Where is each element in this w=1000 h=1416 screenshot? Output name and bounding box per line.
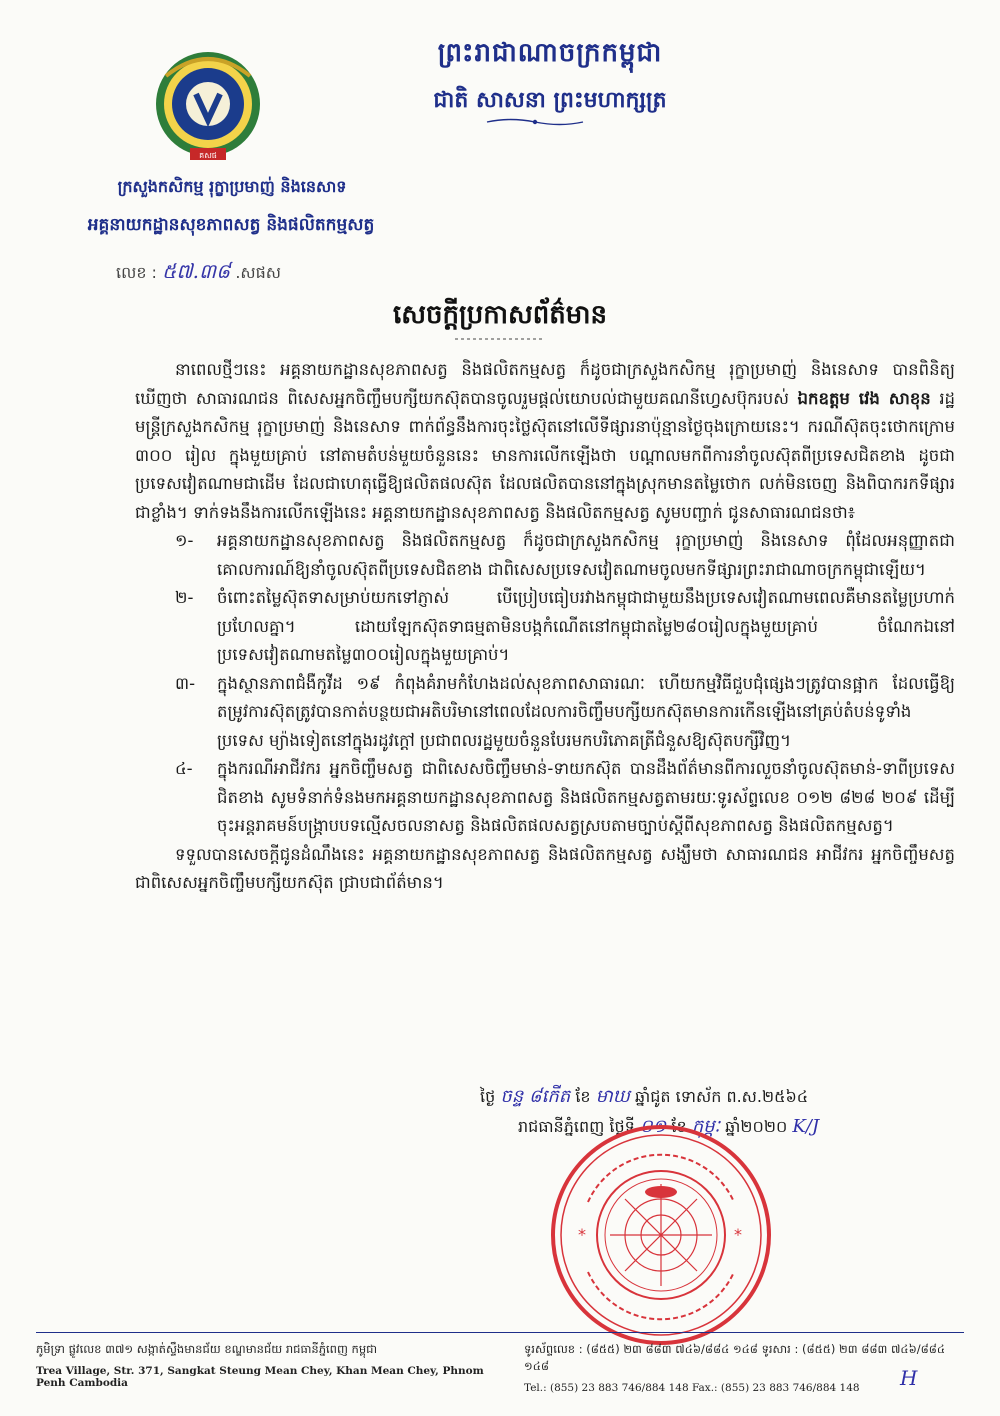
item-text: ក្នុងករណីអាជីវករ អ្នកចិញ្ចឹមសត្វ ជាពិសេសចិញ្ចឹមមាន់-ទាយកស៊ុត បានដឹងព័ត៌មានពីការលួចនាំចូលស៊ុតមាន់-ទាពីប្រទេសជិតខាង សូមទំនាក់ទំនងមកអគ្គនាយកដ្ឋានសុខភាពសត្វ និងផលិតកម្មសត្វតាមរយៈទូរស័ព្ទលេខ ០១២ ៨២៨ ២០៩ ដើម្បីចុះអន្តរាគមន៍បង្ក្រាបបទល្មើសចលនាសត្វ និងផលិតផលសត្វស្របតាមច្បាប់ស្ដីពីសុខភាពសត្វ និងផលិតកម្មសត្វ។ — [217, 759, 955, 835]
item-text: ក្នុងស្ថានភាពជំងឺកូវីដ ១៩ កំពុងគំរាមកំហែងដល់សុខភាពសាធារណៈ ហើយកម្មវិធីជួបជុំផ្សេងៗត្រូវបានផ្អាក ដែលធ្វើឱ្យតម្រូវការស៊ុតត្រូវបានកាត់បន្ថយជាអតិបរិមានៅពេលដែលការចិញ្ចឹមបក្សីយកស៊ុតមានការកើនឡើងនៅគ្រប់តំបន់ទូទាំងប្រទេស ម្យ៉ាងទៀតនៅក្នុងរដូវក្ដៅ ប្រជាពលរដ្ឋមួយចំនួនបែរមកបរិភោគត្រីជំនួសឱ្យស៊ុតបក្សីវិញ។ — [217, 673, 955, 750]
address-english: Trea Village, Str. 371, Sangkat Steung Mean Chey, Khan Mean Chey, Phnom Penh Cambodia — [36, 1365, 484, 1389]
item-number: ៤- — [175, 759, 193, 778]
intro-text-2: រដ្ឋមន្ត្រីក្រសួងកសិកម្ម រុក្ខាប្រមាញ់ និងនេសាទ ពាក់ព័ន្ធនឹងការចុះថ្លៃស៊ុតនៅលើទីផ្សារនាប៉ុន្មានថ្ងៃចុងក្រោយនេះ។ ករណីស៊ុតចុះថោកក្រោម ៣០០ រៀល ក្នុងមួយគ្រាប់ នៅតាមតំបន់មួយចំនួននេះ មានការលើកឡើងថា បណ្ដាលមកពីការនាំចូលស៊ុតពីប្រទេសជិតខាង ដូចជាប្រទេសវៀតណាមជាដើម ដែលជាហេតុធ្វើឱ្យផលិតផលស៊ុត ដែលផលិតបាននៅក្នុងស្រុកមានតម្លៃថោក លក់មិនចេញ និងពិបាករកទីផ្សារជាខ្លាំង។ ទាក់ទងនឹងការលើកឡើងនេះ អគ្គនាយកដ្ឋានសុខភាពសត្វ និងផលិតកម្មសត្វ សូមបញ្ជាក់ ជូនសាធារណជនថា៖ — [135, 388, 956, 522]
department-name: អគ្គនាយកដ្ឋានសុខភាពសត្វ និងផលិតកម្មសត្វ — [87, 215, 375, 235]
kingdom-name: ព្រះរាជាណាចក្រកម្ពុជា — [437, 38, 663, 68]
year: ឆ្នាំ២០២០ — [725, 1117, 788, 1136]
minister-name: ឯកឧត្តម វេង សាខុន — [797, 388, 931, 408]
footer-contact — [524, 1342, 964, 1394]
phone-english: Tel.: (855) 23 883 746/884 148 Fax.: (855) 23 883 746/884 148 — [524, 1382, 860, 1394]
svg-text:*: * — [734, 1225, 742, 1244]
footer-address — [36, 1342, 516, 1389]
closing-paragraph: ទទួលបានសេចក្ដីជូនដំណឹងនេះ អគ្គនាយកដ្ឋានសុខភាពសត្វ និងផលិតកម្មសត្វ សង្ឃឹមថា សាធារណជន អាជីវករ អ្នកចិញ្ចឹមសត្វ ជាពិសេសអ្នកចិញ្ចឹមបក្សីយកស៊ុត ជ្រាបជាព័ត៌មាន។ — [135, 844, 955, 892]
lunar-prefix: ថ្ងៃ — [480, 1087, 496, 1106]
list-item — [175, 584, 955, 670]
signature-initial: K/J — [792, 1116, 820, 1137]
intro-text-1: នាពេលថ្មីៗនេះ អគ្គនាយកដ្ឋានសុខភាពសត្វ និងផលិតកម្មសត្វ ក៏ដូចជាក្រសួងកសិកម្ម រុក្ខាប្រមាញ់ និងនេសាទ បានពិនិត្យឃើញថា សាធារណជន ពិសេសអ្នកចិញ្ចឹមបក្សីយកស៊ុតបានចូលរួមផ្ដល់យោបល់ជាមួយគណនីហ្វេសប៊ុករបស់ — [135, 360, 955, 408]
footer-divider — [36, 1332, 964, 1333]
svg-text:*: * — [578, 1225, 586, 1244]
list-item — [175, 527, 955, 584]
kingdom-heading — [330, 36, 770, 118]
announcement-body — [135, 356, 955, 898]
ref-label: លេខ : — [116, 263, 157, 282]
item-number: ១- — [175, 531, 194, 550]
ministry-logo — [152, 46, 264, 170]
official-seal — [548, 1122, 774, 1348]
phone-khmer: ទូរស័ព្ទលេខ : (៨៥៥) ២៣ ៨៨៣ ៧៤៦/៨៨៤ ១៤៨ ទូរសារ : (៨៥៥) ២៣ ៨៨៣ ៧៤៦/៨៨៤ ១៤៨ — [524, 1342, 946, 1373]
lunar-date — [480, 1082, 980, 1112]
place-prefix: រាជធានីភ្នំពេញ ថ្ងៃទី — [518, 1117, 635, 1136]
initials-mark: H — [900, 1366, 918, 1390]
lunar-day-handwritten: ចន្ទ ៨កើត — [500, 1086, 571, 1107]
ministry-name: ក្រសួងកសិកម្ម រុក្ខាប្រមាញ់ និងនេសាទ — [117, 177, 347, 196]
document-title: សេចក្ដីប្រកាសព័ត៌មាន — [392, 300, 608, 330]
reference-number — [116, 258, 281, 288]
item-number: ២- — [175, 588, 194, 607]
lunar-month-handwritten: មាឃ — [595, 1086, 630, 1107]
ornament-divider — [485, 116, 585, 128]
address-khmer: ភូមិទ្រា ផ្លូវលេខ ៣៧១ សង្កាត់ស្ទឹងមានជ័យ ខណ្ឌមានជ័យ រាជធានីភ្នំពេញ កម្ពុជា — [36, 1342, 378, 1356]
list-item — [175, 670, 955, 756]
day-handwritten: ០១ — [639, 1116, 667, 1137]
intro-paragraph — [135, 356, 955, 527]
title-underline — [455, 336, 545, 342]
month-handwritten: កុម្ភៈ — [691, 1116, 721, 1137]
list-item — [175, 755, 955, 841]
month-label: ខែ — [671, 1117, 687, 1136]
clarification-list — [135, 527, 955, 841]
item-number: ៣- — [175, 673, 196, 693]
ref-number-handwritten: ៥៧.៣៨ — [162, 259, 231, 283]
national-motto: ជាតិ សាសនា ព្រះមហាក្សត្រ — [433, 88, 667, 113]
lunar-month-label: ខែ — [575, 1087, 591, 1106]
item-text: អគ្គនាយកដ្ឋានសុខភាពសត្វ និងផលិតកម្មសត្វ ក៏ដូចជាក្រសួងកសិកម្ម រុក្ខាប្រមាញ់ និងនេសាទ ពុំដែលអនុញ្ញាតជាគោលការណ៍ឱ្យនាំចូលស៊ុតពីប្រទេសជិតខាង ជាពិសេសប្រទេសវៀតណាមចូលមកទីផ្សារព្រះរាជាណាចក្រកម្ពុជាឡើយ។ — [217, 531, 955, 579]
item-text: ចំពោះតម្លៃស៊ុតទាសម្រាប់យកទៅភ្ញាស់ បើប្រៀបធៀបរវាងកម្ពុជាជាមួយនឹងប្រទេសវៀតណាមពេលគឺមានតម្លៃប្រហាក់ប្រហែលគ្នា។ ដោយឡែកស៊ុតទាធម្មតាមិនបង្កកំណើតនៅកម្ពុជាតម្លៃ២៨០រៀលក្នុងមួយគ្រាប់ ចំណែកឯនៅប្រទេសវៀតណាមតម្លៃ៣០០រៀលក្នុងមួយគ្រាប់។ — [217, 588, 955, 664]
lunar-year: ឆ្នាំជូត ទោស័ក ព.ស.២៥៦៤ — [635, 1087, 809, 1106]
ref-suffix: .សផស — [235, 263, 282, 282]
logo-text: គសផ — [199, 151, 217, 160]
